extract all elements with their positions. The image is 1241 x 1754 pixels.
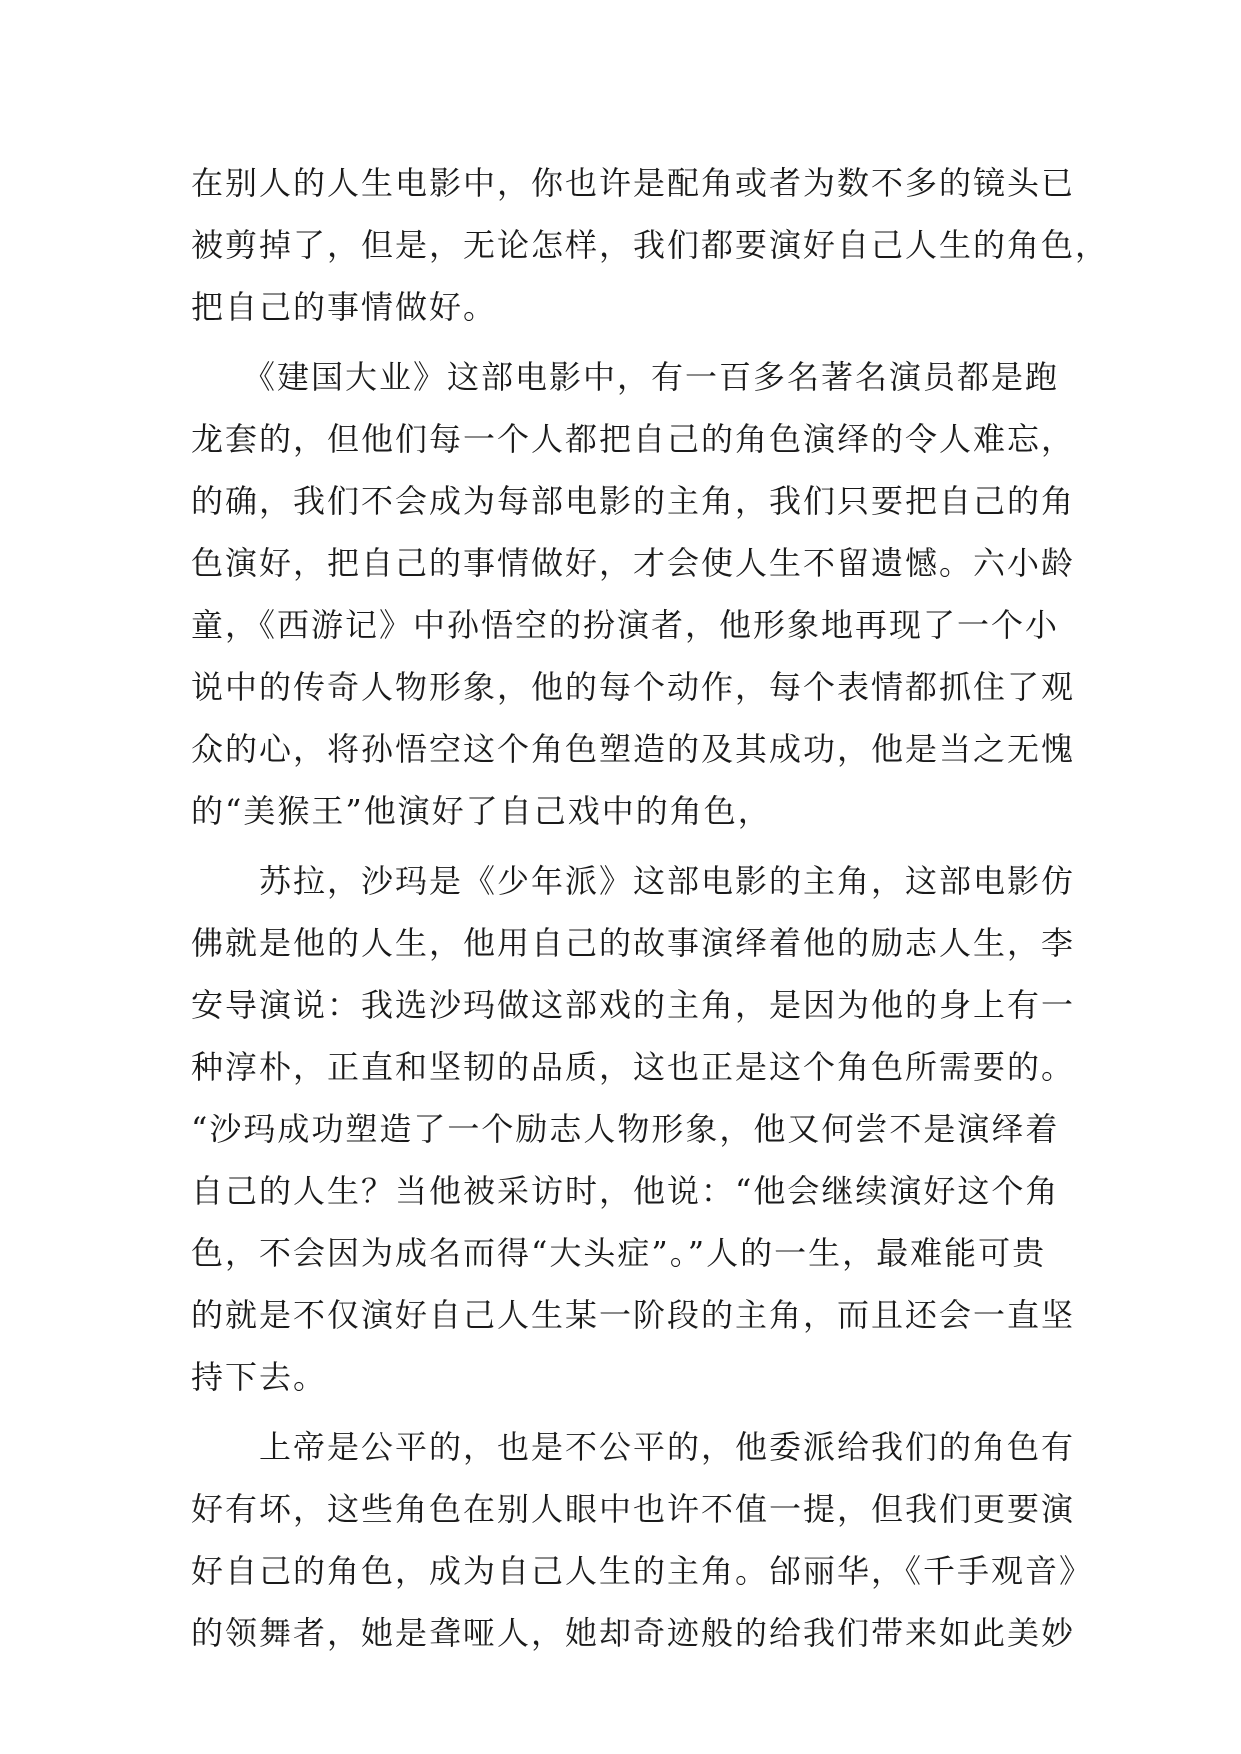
text-line: 被剪掉了，但是，无论怎样，我们都要演好自己人生的角色， <box>191 226 1110 264</box>
text-line: 在别人的人生电影中，你也许是配角或者为数不多的镜头已 <box>191 164 1076 202</box>
text-line: 说中的传奇人物形象，他的每个动作，每个表情都抓住了观 <box>191 668 1076 706</box>
text-line: 色演好，把自己的事情做好，才会使人生不留遗憾。六小龄 <box>191 544 1076 582</box>
paragraph <box>191 346 1076 842</box>
text-line: 《建国大业》这部电影中，有一百多名著名演员都是跑 <box>191 358 1060 396</box>
text-line: 安导演说：我选沙玛做这部戏的主角，是因为他的身上有一 <box>191 986 1076 1024</box>
text-line: “沙玛成功塑造了一个励志人物形象，他又何尝不是演绎着 <box>191 1110 1060 1148</box>
text-line: 好自己的角色，成为自己人生的主角。邰丽华，《千手观音》 <box>191 1552 1094 1590</box>
text-line: 把自己的事情做好。 <box>191 288 498 326</box>
paragraph-gap <box>191 842 1051 850</box>
text-line: 的就是不仅演好自己人生某一阶段的主角，而且还会一直坚 <box>191 1296 1076 1334</box>
body-text <box>191 152 1110 1664</box>
text-line: 众的心，将孙悟空这个角色塑造的及其成功，他是当之无愧 <box>191 730 1076 768</box>
paragraph-gap <box>191 1408 1051 1416</box>
text-line: 苏拉，沙玛是《少年派》这部电影的主角，这部电影仿 <box>191 862 1076 900</box>
paragraph <box>191 850 1076 1408</box>
text-line: 上帝是公平的，也是不公平的，他委派给我们的角色有 <box>191 1428 1076 1466</box>
text-line: 色，不会因为成名而得“大头症”。”人的一生，最难能可贵 <box>191 1234 1047 1272</box>
text-line: 好有坏，这些角色在别人眼中也许不值一提，但我们更要演 <box>191 1490 1076 1528</box>
text-line: 的“美猴王”他演好了自己戏中的角色， <box>191 792 772 830</box>
text-line: 自己的人生？当他被采访时，他说：“他会继续演好这个角 <box>191 1172 1060 1210</box>
paragraph <box>191 1416 1094 1664</box>
paragraph-gap <box>191 338 1051 346</box>
text-line: 龙套的，但他们每一个人都把自己的角色演绎的令人难忘， <box>191 420 1076 458</box>
text-line: 童，《西游记》中孙悟空的扮演者，他形象地再现了一个小 <box>191 606 1060 644</box>
text-line: 种淳朴，正直和坚韧的品质，这也正是这个角色所需要的。 <box>191 1048 1076 1086</box>
text-line: 的确，我们不会成为每部电影的主角，我们只要把自己的角 <box>191 482 1076 520</box>
text-line: 持下去。 <box>191 1358 328 1396</box>
paragraph <box>191 152 1110 338</box>
text-line: 的领舞者，她是聋哑人，她却奇迹般的给我们带来如此美妙 <box>191 1614 1076 1652</box>
text-line: 佛就是他的人生，他用自己的故事演绎着他的励志人生，李 <box>191 924 1076 962</box>
